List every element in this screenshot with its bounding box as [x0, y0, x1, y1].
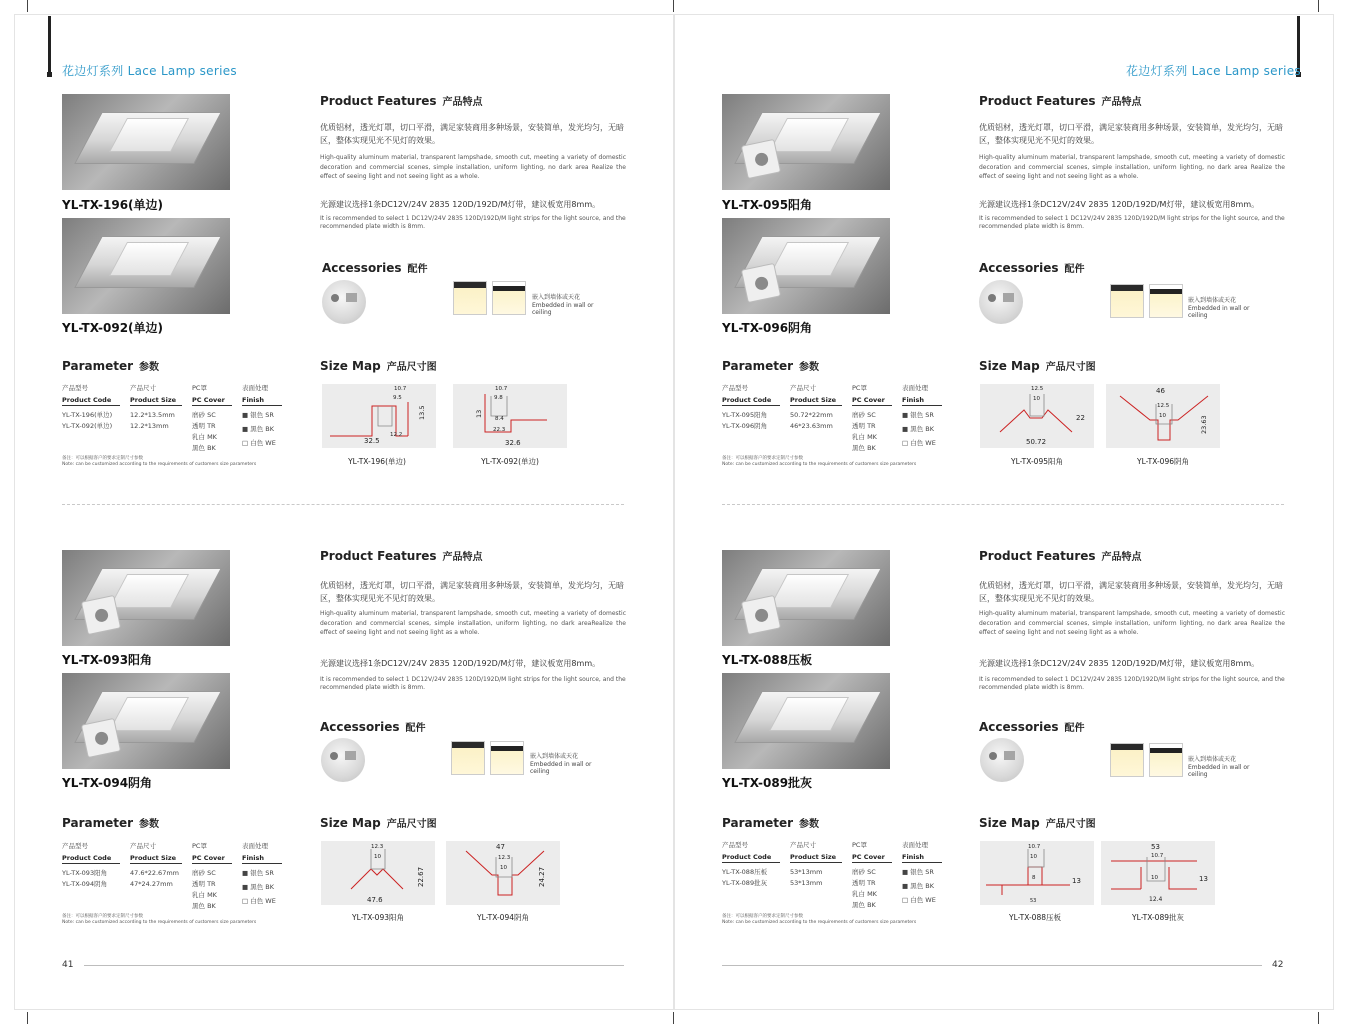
svg-text:13: 13: [475, 409, 483, 418]
svg-text:10.7: 10.7: [1151, 853, 1164, 859]
crop-mark: [27, 0, 28, 12]
features-desc-en: High-quality aluminum material, transparent lampshade, smooth cut, meeting a variety of domestic decoration and commercial scenes, simple installation, uniform lighting, no dark area Realize the effect of seeing light and not seeing light as a whole.: [979, 610, 1285, 636]
table-cell: YL-TX-093阳角: [62, 869, 108, 877]
product-photo: [722, 550, 890, 646]
svg-text:50.72: 50.72: [1026, 438, 1047, 446]
svg-text:53: 53: [1151, 843, 1160, 851]
product-photo: [62, 550, 230, 646]
svg-text:10.7: 10.7: [1028, 844, 1041, 850]
recommend-cn: 光源建议选择1条DC12V/24V 2835 120D/192D/M灯带，建议板宽用8mm。: [979, 200, 1260, 209]
svg-text:8: 8: [1032, 875, 1036, 881]
parameter-note: 备注：可以根据客户的要求定制尺寸参数 Note: can be customized according to the requirements of customers size parameters: [62, 456, 257, 467]
accessory-caption: 嵌入到墙体或天花 Embedded in wall or ceiling: [1188, 756, 1250, 778]
features-desc-cn: 优质铝材，透光灯罩，切口平滑，满足家装商用多种场景，安装简单，发光均匀，无暗区，整体实现见光不见灯的效果。: [320, 581, 624, 603]
light-effect-image: [1110, 284, 1144, 318]
model-name: YL-TX-096阴角: [722, 321, 813, 335]
recommend-cn: 光源建议选择1条DC12V/24V 2835 120D/192D/M灯带，建议板宽用8mm。: [320, 200, 601, 209]
accessories-heading: Accessories 配件: [320, 720, 426, 734]
size-diagram: [980, 841, 1094, 905]
svg-text:47: 47: [496, 843, 505, 851]
product-photo: [62, 94, 230, 190]
table-cell: YL-TX-094阴角: [62, 880, 108, 888]
svg-text:32.6: 32.6: [505, 439, 521, 447]
product-photo: [62, 218, 230, 314]
crop-mark: [673, 0, 674, 12]
recommend-cn: 光源建议选择1条DC12V/24V 2835 120D/192D/M灯带，建议板宽用8mm。: [320, 659, 601, 668]
features-desc-cn: 优质铝材，透光灯罩，切口平滑，满足家装商用多种场景，安装简单，发光均匀，无暗区，整体实现见光不见灯的效果。: [979, 581, 1283, 603]
sizemap-heading: Size Map 产品尺寸图: [979, 359, 1096, 373]
size-caption: YL-TX-088压板: [1008, 913, 1061, 922]
table-cell: YL-TX-088压板: [722, 868, 768, 876]
table-cell: YL-TX-089批灰: [722, 879, 768, 887]
model-name: YL-TX-094阴角: [62, 776, 153, 790]
svg-text:22.3: 22.3: [493, 427, 506, 433]
svg-text:13: 13: [1072, 877, 1081, 885]
features-heading: Product Features 产品特点: [979, 549, 1142, 563]
recommend-cn: 光源建议选择1条DC12V/24V 2835 120D/192D/M灯带，建议板宽用8mm。: [979, 659, 1260, 668]
svg-text:9.8: 9.8: [494, 395, 503, 401]
product-photo: [722, 218, 890, 314]
svg-text:12.2: 12.2: [390, 432, 403, 438]
model-name: YL-TX-093阳角: [62, 653, 153, 667]
svg-text:10: 10: [1159, 413, 1166, 419]
svg-text:12.5: 12.5: [1031, 386, 1044, 392]
size-caption: YL-TX-094阴角: [476, 913, 529, 922]
crop-mark: [673, 1012, 674, 1024]
light-effect-image: [1149, 743, 1183, 777]
model-name: YL-TX-088压板: [722, 653, 813, 667]
product-photo: [62, 673, 230, 769]
footer-line: [722, 965, 1262, 966]
recommend-en: It is recommended to select 1 DC12V/24V 2835 120D/192D/M light strips for the light source, and the recommended plate width is 8mm.: [979, 676, 1285, 691]
light-effect-image: [451, 741, 485, 775]
left-series-title: 花边灯系列 Lace Lamp series: [62, 64, 237, 78]
svg-text:10: 10: [374, 854, 381, 860]
accessory-caption: 嵌入到墙体或天花 Embedded in wall or ceiling: [532, 294, 594, 316]
svg-text:53: 53: [1030, 898, 1037, 904]
table-cell: 12.2*13mm: [130, 422, 169, 430]
size-diagram: [453, 384, 567, 448]
svg-text:12.3: 12.3: [371, 844, 384, 850]
profile-drawing: [322, 384, 436, 448]
table-cell: YL-TX-096阴角: [722, 422, 768, 430]
table-cell: YL-TX-095阳角: [722, 411, 768, 419]
accessories-heading: Accessories 配件: [979, 261, 1085, 275]
size-caption: YL-TX-093阳角: [351, 913, 404, 922]
page-number-left: 41: [62, 960, 74, 970]
recommend-en: It is recommended to select 1 DC12V/24V 2835 120D/192D/M light strips for the light source, and the recommended plate width is 8mm.: [320, 676, 626, 691]
light-effect-image: [492, 281, 526, 315]
size-diagram: [446, 841, 560, 905]
light-effect-image: [490, 741, 524, 775]
accessory-caption: 嵌入到墙体或天花 Embedded in wall or ceiling: [530, 753, 592, 775]
parameter-note: 备注：可以根据客户的要求定制尺寸参数 Note: can be customized according to the requirements of customers size parameters: [62, 914, 257, 925]
end-cap-image: [321, 738, 365, 782]
svg-text:10: 10: [1030, 854, 1037, 860]
light-effect-image: [1149, 284, 1183, 318]
left-title-bar: [48, 16, 51, 74]
svg-text:32.5: 32.5: [364, 437, 380, 445]
table-cell: 47*24.27mm: [130, 880, 173, 888]
size-diagram: [980, 384, 1094, 448]
svg-text:24.27: 24.27: [538, 866, 546, 887]
model-name: YL-TX-089批灰: [722, 776, 813, 790]
svg-text:22.67: 22.67: [417, 866, 425, 887]
size-caption: YL-TX-089批灰: [1131, 913, 1184, 922]
svg-text:22: 22: [1076, 414, 1085, 422]
svg-text:13.5: 13.5: [418, 405, 426, 420]
size-caption: YL-TX-095阳角: [1010, 457, 1063, 466]
features-heading: Product Features 产品特点: [320, 549, 483, 563]
table-cell: 12.2*13.5mm: [130, 411, 175, 419]
accessories-heading: Accessories 配件: [322, 261, 428, 275]
page-number-right: 42: [1272, 960, 1284, 970]
end-cap-image: [979, 280, 1023, 324]
features-desc-en: High-quality aluminum material, transparent lampshade, smooth cut, meeting a variety of domestic decoration and commercial scenes, simple installation, uniform lighting, no dark area Realize the effect of seeing light and not seeing light as a whole.: [979, 154, 1285, 180]
features-desc-cn: 优质铝材，透光灯罩，切口平滑，满足家装商用多种场景，安装简单，发光均匀，无暗区，整体实现见光不见灯的效果。: [320, 123, 624, 145]
end-cap-image: [980, 738, 1024, 782]
parameter-heading: Parameter 参数: [62, 816, 160, 830]
svg-text:12.4: 12.4: [1149, 896, 1163, 903]
accessory-caption: 嵌入到墙体或天花 Embedded in wall or ceiling: [1188, 297, 1250, 319]
sizemap-heading: Size Map 产品尺寸图: [979, 816, 1096, 830]
svg-text:10.7: 10.7: [495, 386, 508, 392]
light-effect-image: [1110, 743, 1144, 777]
features-desc-en: High-quality aluminum material, transparent lampshade, smooth cut, meeting a variety of domestic decoration and commercial scenes, simple installation, uniform lighting, no dark areaRealize the effect of seeing light and not seeing light as a whole.: [320, 610, 626, 636]
parameter-note: 备注：可以根据客户的要求定制尺寸参数 Note: can be customized according to the requirements of customers size parameters: [722, 456, 917, 467]
size-diagram: [322, 384, 436, 448]
svg-text:12.5: 12.5: [1157, 403, 1170, 409]
recommend-en: It is recommended to select 1 DC12V/24V 2835 120D/192D/M light strips for the light source, and the recommended plate width is 8mm.: [320, 215, 626, 230]
svg-text:23.63: 23.63: [1200, 415, 1208, 434]
model-name: YL-TX-196(单边): [62, 198, 164, 212]
crop-mark: [1318, 0, 1319, 12]
features-heading: Product Features 产品特点: [979, 94, 1142, 108]
parameter-heading: Parameter 参数: [722, 359, 820, 373]
light-effect-image: [453, 281, 487, 315]
svg-text:13: 13: [1199, 875, 1208, 883]
table-cell: 50.72*22mm: [790, 411, 833, 419]
size-diagram: [1106, 384, 1220, 448]
table-cell: 46*23.63mm: [790, 422, 833, 430]
size-diagram: [321, 841, 435, 905]
table-cell: YL-TX-196(单边): [62, 411, 113, 419]
features-heading: Product Features 产品特点: [320, 94, 483, 108]
accessories-heading: Accessories 配件: [979, 720, 1085, 734]
footer-line: [84, 965, 624, 966]
svg-text:8.4: 8.4: [495, 416, 504, 422]
section-divider: [62, 504, 624, 505]
model-name: YL-TX-092(单边): [62, 321, 164, 335]
size-diagram: [1101, 841, 1215, 905]
table-cell: 53*13mm: [790, 868, 823, 876]
svg-text:10: 10: [1151, 875, 1158, 881]
section-divider: [722, 504, 1284, 505]
table-cell: 53*13mm: [790, 879, 823, 887]
model-name: YL-TX-095阳角: [722, 198, 813, 212]
svg-text:10.7: 10.7: [394, 386, 407, 392]
parameter-note: 备注：可以根据客户的要求定制尺寸参数 Note: can be customized according to the requirements of customers size parameters: [722, 914, 917, 925]
parameter-heading: Parameter 参数: [62, 359, 160, 373]
end-cap-image: [322, 280, 366, 324]
features-desc-cn: 优质铝材，透光灯罩，切口平滑，满足家装商用多种场景，安装简单，发光均匀，无暗区，整体实现见光不见灯的效果。: [979, 123, 1283, 145]
sizemap-heading: Size Map 产品尺寸图: [320, 816, 437, 830]
features-desc-en: High-quality aluminum material, transparent lampshade, smooth cut, meeting a variety of domestic decoration and commercial scenes, simple installation, uniform lighting, no dark area Realize the effect of seeing light and not seeing light as a whole.: [320, 154, 626, 180]
right-series-title: 花边灯系列 Lace Lamp series: [1126, 64, 1301, 78]
crop-mark: [1318, 1012, 1319, 1024]
size-caption: YL-TX-096阴角: [1136, 457, 1189, 466]
size-caption: YL-TX-092(单边): [481, 457, 539, 466]
product-photo: [722, 673, 890, 769]
left-title-dot: [47, 72, 52, 77]
svg-text:9.5: 9.5: [393, 395, 402, 401]
crop-mark: [27, 1012, 28, 1024]
parameter-heading: Parameter 参数: [722, 816, 820, 830]
table-cell: 47.6*22.67mm: [130, 869, 179, 877]
svg-text:10: 10: [500, 865, 507, 871]
product-photo: [722, 94, 890, 190]
svg-text:46: 46: [1156, 387, 1165, 395]
recommend-en: It is recommended to select 1 DC12V/24V 2835 120D/192D/M light strips for the light source, and the recommended plate width is 8mm.: [979, 215, 1285, 230]
svg-text:10: 10: [1033, 396, 1040, 402]
sizemap-heading: Size Map 产品尺寸图: [320, 359, 437, 373]
svg-text:47.6: 47.6: [367, 896, 383, 904]
size-caption: YL-TX-196(单边): [348, 457, 406, 466]
table-cell: YL-TX-092(单边): [62, 422, 113, 430]
svg-text:12.3: 12.3: [498, 855, 511, 861]
